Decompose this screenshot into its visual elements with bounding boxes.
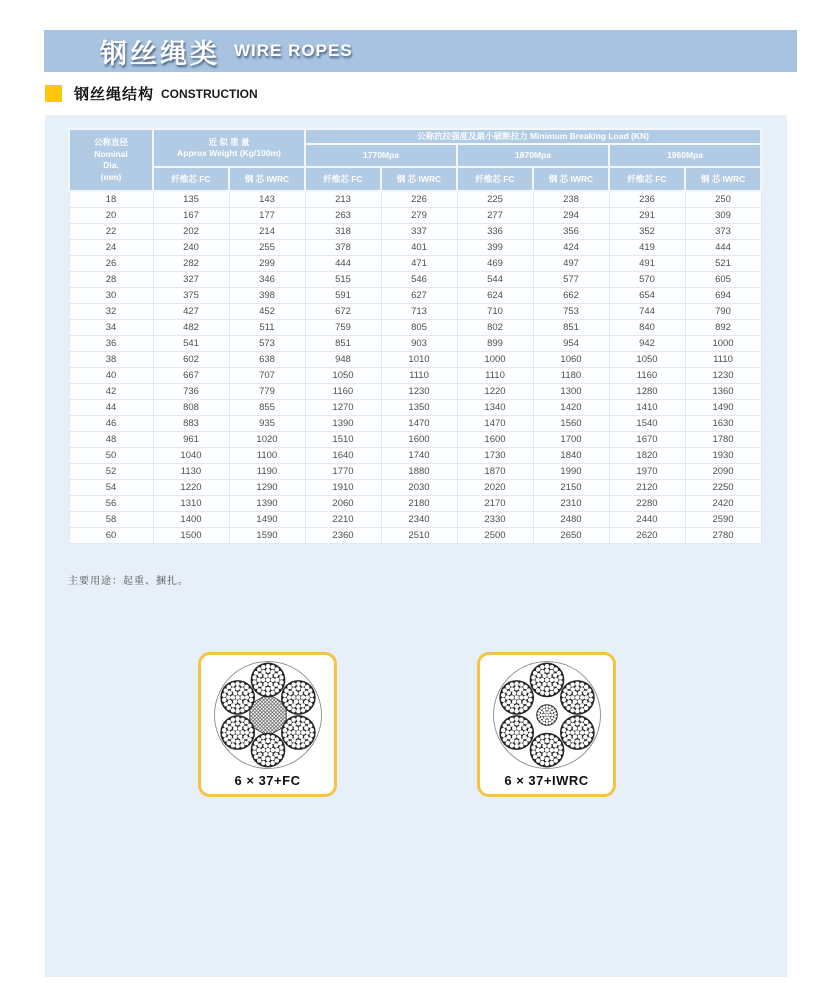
table-cell: 1780 xyxy=(685,432,761,448)
header-core-fc: 纤维芯 FC xyxy=(153,167,229,191)
table-cell: 1300 xyxy=(533,384,609,400)
table-cell: 356 xyxy=(533,224,609,240)
table-cell: 662 xyxy=(533,288,609,304)
table-cell: 263 xyxy=(305,208,381,224)
table-cell: 840 xyxy=(609,320,685,336)
table-header-row-cores xyxy=(69,167,761,191)
table-cell: 294 xyxy=(533,208,609,224)
header-grade-1770: 1770Mpa xyxy=(305,144,457,167)
table-cell: 1470 xyxy=(381,416,457,432)
table-cell: 1400 xyxy=(153,512,229,528)
table-cell: 202 xyxy=(153,224,229,240)
table-cell: 1820 xyxy=(609,448,685,464)
table-cell: 899 xyxy=(457,336,533,352)
table-cell: 20 xyxy=(69,208,153,224)
table-cell: 1730 xyxy=(457,448,533,464)
table-cell: 805 xyxy=(381,320,457,336)
table-cell: 511 xyxy=(229,320,305,336)
table-row xyxy=(69,304,761,320)
header-dia-line: Dia. xyxy=(103,160,119,171)
table-row xyxy=(69,416,761,432)
table-cell: 54 xyxy=(69,480,153,496)
table-row xyxy=(69,512,761,528)
table-cell: 654 xyxy=(609,288,685,304)
table-cell: 1000 xyxy=(685,336,761,352)
page-title-zh: 钢丝绳类 xyxy=(100,38,220,69)
table-cell: 2310 xyxy=(533,496,609,512)
table-cell: 2020 xyxy=(457,480,533,496)
table-header-row-groups xyxy=(69,129,761,144)
table-row xyxy=(69,320,761,336)
table-cell: 255 xyxy=(229,240,305,256)
header-weight-zh: 近 似 重 量 xyxy=(208,136,250,147)
table-cell: 1470 xyxy=(457,416,533,432)
table-cell: 240 xyxy=(153,240,229,256)
table-cell: 1110 xyxy=(685,352,761,368)
table-cell: 491 xyxy=(609,256,685,272)
table-cell: 44 xyxy=(69,400,153,416)
table-cell: 1880 xyxy=(381,464,457,480)
table-cell: 1050 xyxy=(305,368,381,384)
table-cell: 46 xyxy=(69,416,153,432)
table-cell: 2340 xyxy=(381,512,457,528)
rope-diagram-card-fc xyxy=(198,652,337,797)
table-cell: 672 xyxy=(305,304,381,320)
table-cell: 18 xyxy=(69,191,153,208)
table-cell: 1020 xyxy=(229,432,305,448)
table-body xyxy=(69,191,761,544)
table-cell: 2480 xyxy=(533,512,609,528)
header-dia-line: Nominal xyxy=(94,148,128,159)
table-cell: 1230 xyxy=(685,368,761,384)
table-cell: 1930 xyxy=(685,448,761,464)
table-cell: 26 xyxy=(69,256,153,272)
table-row xyxy=(69,384,761,400)
table-cell: 2030 xyxy=(381,480,457,496)
table-cell: 375 xyxy=(153,288,229,304)
table-cell: 444 xyxy=(685,240,761,256)
table-cell: 2330 xyxy=(457,512,533,528)
table-cell: 541 xyxy=(153,336,229,352)
table-cell: 1230 xyxy=(381,384,457,400)
table-cell: 1600 xyxy=(457,432,533,448)
table-cell: 327 xyxy=(153,272,229,288)
table-cell: 855 xyxy=(229,400,305,416)
table-row xyxy=(69,464,761,480)
table-cell: 378 xyxy=(305,240,381,256)
table-cell: 2060 xyxy=(305,496,381,512)
content-panel xyxy=(45,115,787,977)
table-cell: 1510 xyxy=(305,432,381,448)
table-cell: 135 xyxy=(153,191,229,208)
table-row xyxy=(69,272,761,288)
section-header xyxy=(45,83,258,104)
table-cell: 892 xyxy=(685,320,761,336)
table-cell: 167 xyxy=(153,208,229,224)
rope-label-fc: 6 × 37+FC xyxy=(234,773,301,788)
table-cell: 177 xyxy=(229,208,305,224)
table-cell: 2090 xyxy=(685,464,761,480)
table-cell: 736 xyxy=(153,384,229,400)
table-cell: 346 xyxy=(229,272,305,288)
table-cell: 1740 xyxy=(381,448,457,464)
table-cell: 1630 xyxy=(685,416,761,432)
table-cell: 36 xyxy=(69,336,153,352)
table-cell: 424 xyxy=(533,240,609,256)
table-cell: 2210 xyxy=(305,512,381,528)
header-grade-1870: 1870Mpa xyxy=(457,144,609,167)
table-row xyxy=(69,528,761,544)
table-cell: 573 xyxy=(229,336,305,352)
header-grade-1960: 1960Mpa xyxy=(609,144,761,167)
table-cell: 2780 xyxy=(685,528,761,544)
table-cell: 143 xyxy=(229,191,305,208)
table-cell: 2120 xyxy=(609,480,685,496)
table-cell: 1000 xyxy=(457,352,533,368)
table-cell: 2650 xyxy=(533,528,609,544)
table-cell: 1420 xyxy=(533,400,609,416)
table-cell: 282 xyxy=(153,256,229,272)
table-cell: 419 xyxy=(609,240,685,256)
table-cell: 1670 xyxy=(609,432,685,448)
header-approx-weight xyxy=(153,129,305,167)
header-core-fc: 纤维芯 FC xyxy=(609,167,685,191)
table-cell: 1910 xyxy=(305,480,381,496)
table-cell: 1590 xyxy=(229,528,305,544)
table-cell: 570 xyxy=(609,272,685,288)
table-cell: 942 xyxy=(609,336,685,352)
table-cell: 544 xyxy=(457,272,533,288)
usage-note: 主要用途：起重、捆扎。 xyxy=(68,576,189,587)
table-cell: 50 xyxy=(69,448,153,464)
table-cell: 1390 xyxy=(229,496,305,512)
table-cell: 808 xyxy=(153,400,229,416)
table-cell: 602 xyxy=(153,352,229,368)
table-cell: 213 xyxy=(305,191,381,208)
table-cell: 1110 xyxy=(381,368,457,384)
table-row xyxy=(69,336,761,352)
table-cell: 482 xyxy=(153,320,229,336)
rope-cross-section-fc xyxy=(211,658,325,772)
table-cell: 1040 xyxy=(153,448,229,464)
table-cell: 236 xyxy=(609,191,685,208)
table-cell: 753 xyxy=(533,304,609,320)
table-cell: 22 xyxy=(69,224,153,240)
table-row xyxy=(69,448,761,464)
table-cell: 401 xyxy=(381,240,457,256)
table-cell: 24 xyxy=(69,240,153,256)
table-cell: 790 xyxy=(685,304,761,320)
table-cell: 469 xyxy=(457,256,533,272)
table-cell: 713 xyxy=(381,304,457,320)
table-cell: 56 xyxy=(69,496,153,512)
header-core-iwrc: 钢 芯 IWRC xyxy=(685,167,761,191)
table-cell: 427 xyxy=(153,304,229,320)
table-cell: 336 xyxy=(457,224,533,240)
header-core-iwrc: 钢 芯 IWRC xyxy=(229,167,305,191)
table-cell: 2180 xyxy=(381,496,457,512)
table-row xyxy=(69,256,761,272)
table-row xyxy=(69,400,761,416)
table-cell: 2500 xyxy=(457,528,533,544)
table-cell: 1160 xyxy=(609,368,685,384)
table-cell: 2510 xyxy=(381,528,457,544)
table-cell: 352 xyxy=(609,224,685,240)
table-cell: 2170 xyxy=(457,496,533,512)
table-cell: 1060 xyxy=(533,352,609,368)
table-cell: 34 xyxy=(69,320,153,336)
page-title-en: WIRE ROPES xyxy=(234,41,353,60)
table-cell: 1290 xyxy=(229,480,305,496)
table-cell: 471 xyxy=(381,256,457,272)
table-cell: 2360 xyxy=(305,528,381,544)
table-cell: 250 xyxy=(685,191,761,208)
page-banner xyxy=(44,30,797,72)
table-cell: 521 xyxy=(685,256,761,272)
table-cell: 1050 xyxy=(609,352,685,368)
table-cell: 1560 xyxy=(533,416,609,432)
table-cell: 1500 xyxy=(153,528,229,544)
table-cell: 1700 xyxy=(533,432,609,448)
table-cell: 2250 xyxy=(685,480,761,496)
table-row xyxy=(69,496,761,512)
table-cell: 779 xyxy=(229,384,305,400)
table-cell: 279 xyxy=(381,208,457,224)
table-cell: 1010 xyxy=(381,352,457,368)
table-cell: 2590 xyxy=(685,512,761,528)
section-bullet-icon xyxy=(45,85,62,102)
table-cell: 1350 xyxy=(381,400,457,416)
table-cell: 1870 xyxy=(457,464,533,480)
table-cell: 1280 xyxy=(609,384,685,400)
table-cell: 48 xyxy=(69,432,153,448)
rope-cross-section-iwrc xyxy=(490,658,604,772)
table-cell: 60 xyxy=(69,528,153,544)
table-cell: 694 xyxy=(685,288,761,304)
table-cell: 744 xyxy=(609,304,685,320)
table-cell: 444 xyxy=(305,256,381,272)
table-row xyxy=(69,191,761,208)
construction-table xyxy=(68,128,762,544)
table-cell: 707 xyxy=(229,368,305,384)
table-cell: 948 xyxy=(305,352,381,368)
table-cell: 1190 xyxy=(229,464,305,480)
section-title-en: CONSTRUCTION xyxy=(161,86,258,101)
table-cell: 1220 xyxy=(457,384,533,400)
table-row xyxy=(69,240,761,256)
table-cell: 1270 xyxy=(305,400,381,416)
table-cell: 515 xyxy=(305,272,381,288)
table-cell: 710 xyxy=(457,304,533,320)
table-cell: 851 xyxy=(305,336,381,352)
table-row xyxy=(69,480,761,496)
table-cell: 52 xyxy=(69,464,153,480)
table-cell: 2440 xyxy=(609,512,685,528)
table-cell: 605 xyxy=(685,272,761,288)
table-cell: 1410 xyxy=(609,400,685,416)
table-cell: 291 xyxy=(609,208,685,224)
table-cell: 935 xyxy=(229,416,305,432)
table-cell: 1110 xyxy=(457,368,533,384)
table-cell: 1390 xyxy=(305,416,381,432)
table-row xyxy=(69,352,761,368)
header-core-iwrc: 钢 芯 IWRC xyxy=(381,167,457,191)
table-cell: 2280 xyxy=(609,496,685,512)
table-row xyxy=(69,432,761,448)
table-cell: 398 xyxy=(229,288,305,304)
table-cell: 1160 xyxy=(305,384,381,400)
table-cell: 577 xyxy=(533,272,609,288)
table-cell: 58 xyxy=(69,512,153,528)
table-cell: 591 xyxy=(305,288,381,304)
rope-diagram-card-iwrc xyxy=(477,652,616,797)
table-cell: 1490 xyxy=(685,400,761,416)
table-cell: 309 xyxy=(685,208,761,224)
header-core-fc: 纤维芯 FC xyxy=(457,167,533,191)
table-cell: 318 xyxy=(305,224,381,240)
table-cell: 238 xyxy=(533,191,609,208)
table-cell: 1310 xyxy=(153,496,229,512)
table-cell: 337 xyxy=(381,224,457,240)
table-cell: 1490 xyxy=(229,512,305,528)
table-cell: 1970 xyxy=(609,464,685,480)
table-cell: 373 xyxy=(685,224,761,240)
table-cell: 638 xyxy=(229,352,305,368)
table-cell: 226 xyxy=(381,191,457,208)
table-cell: 2620 xyxy=(609,528,685,544)
table-row xyxy=(69,208,761,224)
table-cell: 1540 xyxy=(609,416,685,432)
table-cell: 1990 xyxy=(533,464,609,480)
table-cell: 851 xyxy=(533,320,609,336)
table-cell: 214 xyxy=(229,224,305,240)
table-cell: 802 xyxy=(457,320,533,336)
table-cell: 277 xyxy=(457,208,533,224)
table-cell: 1840 xyxy=(533,448,609,464)
table-cell: 1180 xyxy=(533,368,609,384)
table-cell: 667 xyxy=(153,368,229,384)
table-cell: 299 xyxy=(229,256,305,272)
table-cell: 1100 xyxy=(229,448,305,464)
table-row xyxy=(69,368,761,384)
table-cell: 1340 xyxy=(457,400,533,416)
table-cell: 452 xyxy=(229,304,305,320)
table-cell: 627 xyxy=(381,288,457,304)
table-cell: 546 xyxy=(381,272,457,288)
table-cell: 954 xyxy=(533,336,609,352)
header-weight-en: Approx Weight (Kg/100m) xyxy=(177,148,281,159)
header-core-iwrc: 钢 芯 IWRC xyxy=(533,167,609,191)
table-cell: 1130 xyxy=(153,464,229,480)
table-cell: 2150 xyxy=(533,480,609,496)
table-cell: 30 xyxy=(69,288,153,304)
table-cell: 1640 xyxy=(305,448,381,464)
table-cell: 903 xyxy=(381,336,457,352)
table-cell: 1770 xyxy=(305,464,381,480)
table-cell: 1600 xyxy=(381,432,457,448)
section-title-zh: 钢丝绳结构 xyxy=(74,86,155,103)
table-cell: 961 xyxy=(153,432,229,448)
table-cell: 1220 xyxy=(153,480,229,496)
table-cell: 32 xyxy=(69,304,153,320)
table-cell: 624 xyxy=(457,288,533,304)
table-row xyxy=(69,288,761,304)
table-cell: 28 xyxy=(69,272,153,288)
table-cell: 2420 xyxy=(685,496,761,512)
header-breaking-load: 公称抗拉强度及最小破断拉力 Minimum Breaking Load (KN) xyxy=(305,129,761,144)
table-cell: 42 xyxy=(69,384,153,400)
table-row xyxy=(69,224,761,240)
table-cell: 225 xyxy=(457,191,533,208)
table-cell: 759 xyxy=(305,320,381,336)
header-nominal-dia xyxy=(69,129,153,191)
table-cell: 883 xyxy=(153,416,229,432)
header-dia-line: 公称直径 xyxy=(93,137,128,148)
table-cell: 497 xyxy=(533,256,609,272)
rope-label-iwrc: 6 × 37+IWRC xyxy=(504,773,589,788)
table-cell: 1360 xyxy=(685,384,761,400)
table-cell: 38 xyxy=(69,352,153,368)
header-dia-line: (mm) xyxy=(100,171,122,182)
table-cell: 40 xyxy=(69,368,153,384)
table-cell: 399 xyxy=(457,240,533,256)
header-core-fc: 纤维芯 FC xyxy=(305,167,381,191)
